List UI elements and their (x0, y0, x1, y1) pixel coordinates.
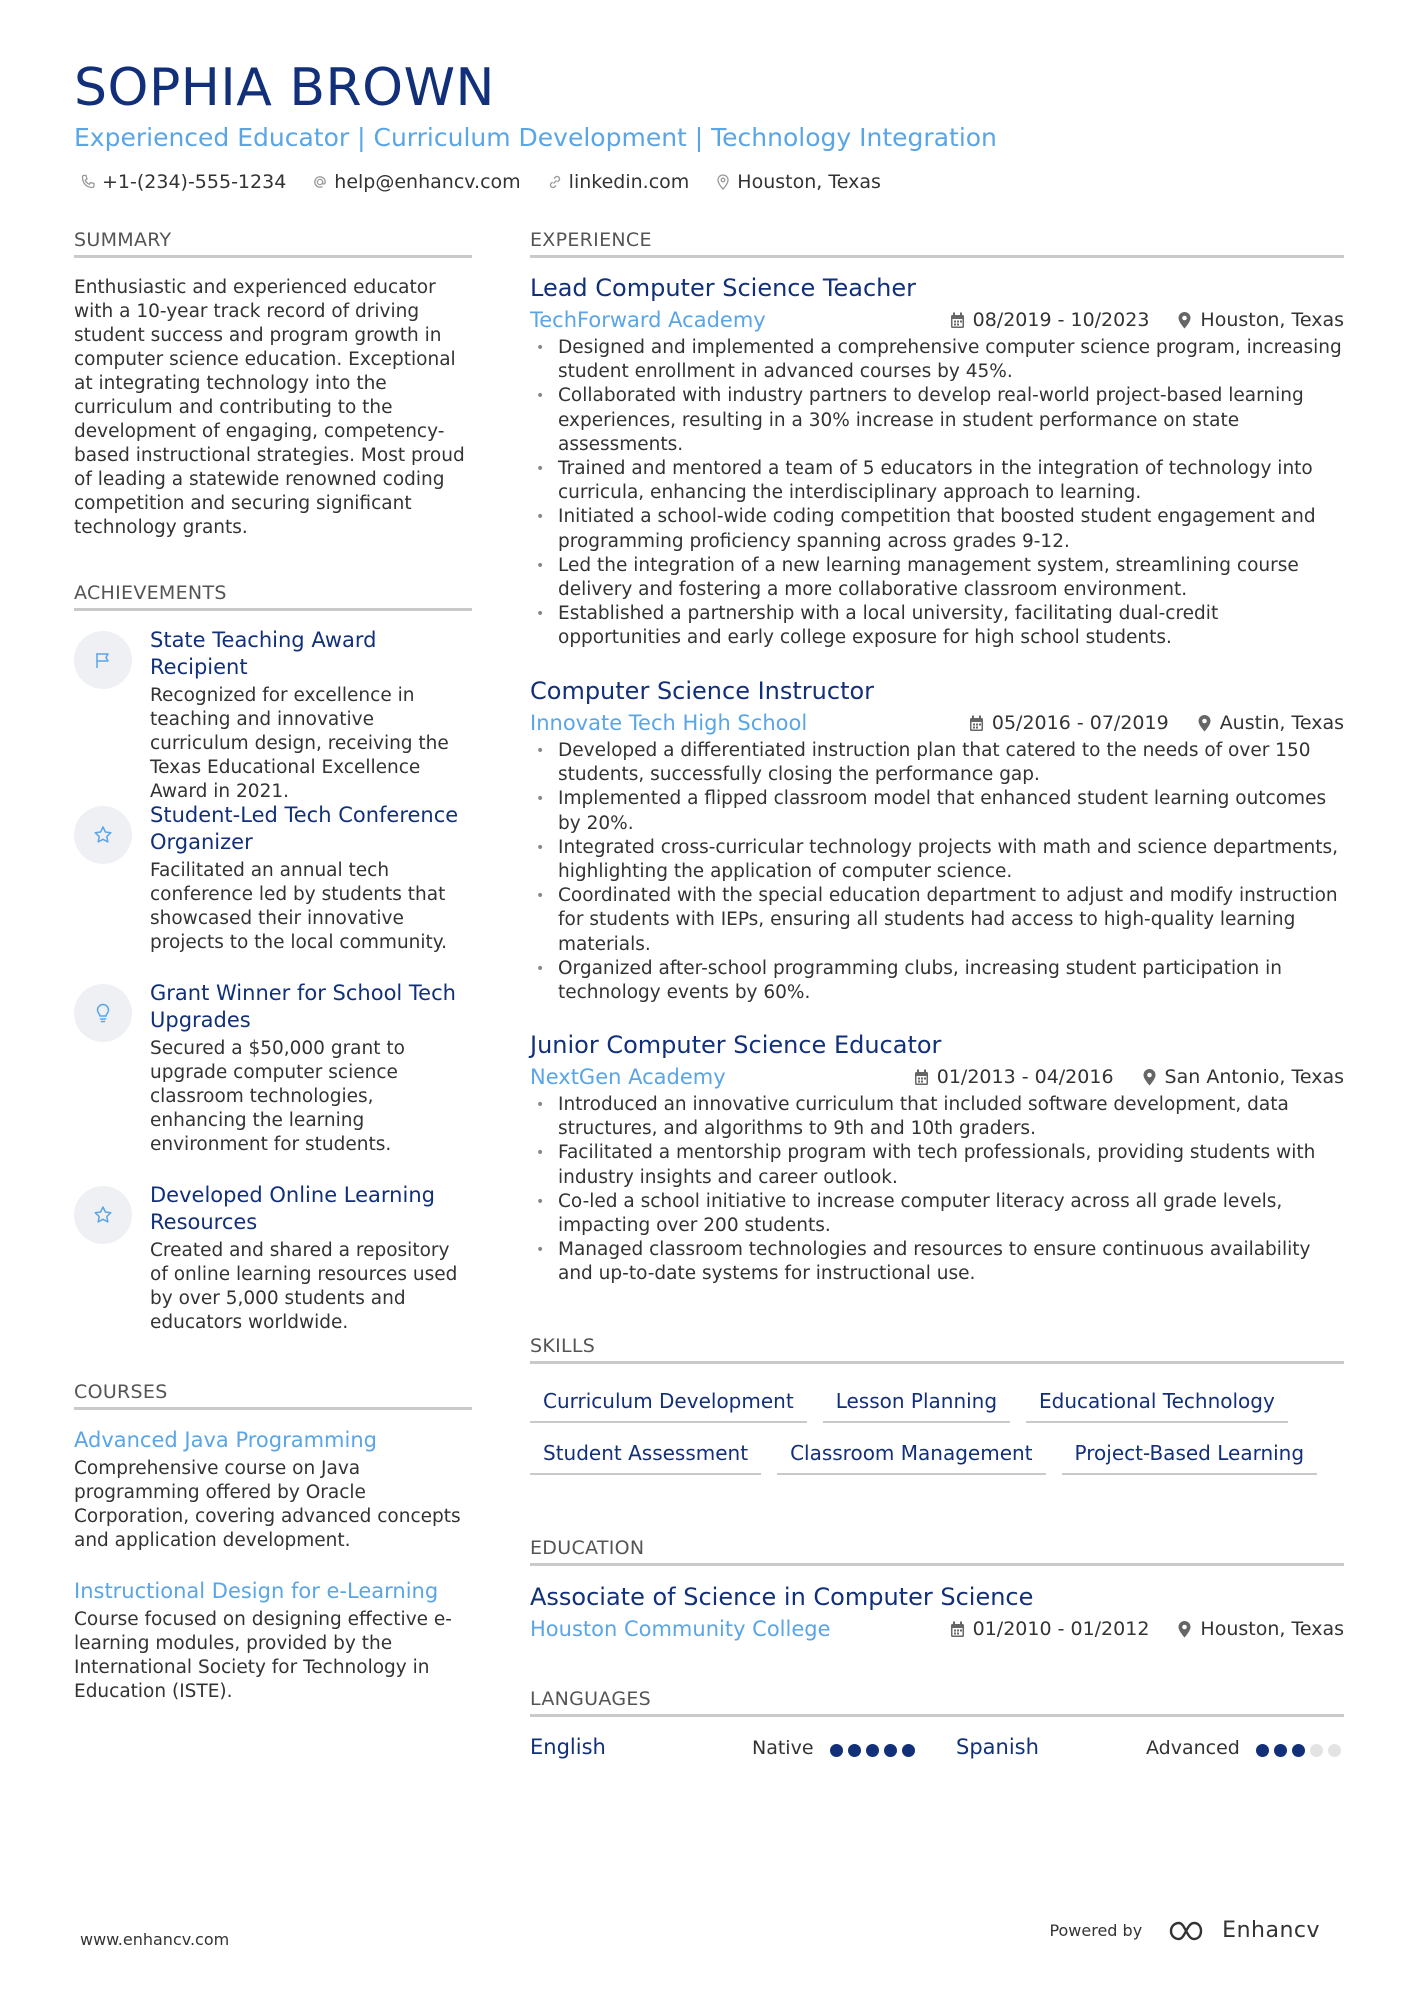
summary-text: Enthusiastic and experienced educator with a 10-year track record of driving student success and program growth in computer science education. Exceptional at integrating technology into the curriculum and contributing to the development of engaging, competency-based instructional strategies. Most proud of leading a statewide renowned coding competition and securing significant technology grants. (74, 277, 465, 538)
lightbulb-icon (92, 1002, 114, 1024)
job-bullet: • Facilitated a mentorship program with tech professionals, providing students with industry insights and career outlook. (530, 1141, 1344, 1189)
skill-tag: Curriculum Development (530, 1389, 807, 1423)
job-bullet: • Organized after-school programming clubs, increasing student participation in technology events by 60%. (530, 957, 1344, 1005)
skill-tag: Classroom Management (777, 1441, 1045, 1475)
achievement-icon-badge (74, 631, 132, 689)
job-bullet: • Led the integration of a new learning management system, streamlining course delivery and fostering a more collaborative classroom environment. (530, 554, 1344, 602)
job-title: Computer Science Instructor (530, 677, 875, 705)
achievement-title: State Teaching Award Recipient (150, 628, 377, 679)
rating-dot-filled (848, 1744, 861, 1757)
course-item (74, 1427, 472, 1553)
job-bullet: • Initiated a school-wide coding competition that boosted student engagement and programming proficiency spanning across grades 9-12. (530, 505, 1344, 553)
education-heading: EDUCATION (530, 1537, 1344, 1566)
achievement-icon-badge (74, 984, 132, 1042)
degree-title: Associate of Science in Computer Science (530, 1583, 1034, 1611)
contact-email[interactable] (312, 171, 520, 193)
rating-dot-filled (866, 1744, 879, 1757)
calendar-icon (969, 715, 984, 732)
language-level: Advanced (1146, 1737, 1240, 1759)
job-bullet: • Established a partnership with a local university, facilitating dual-credit opportunities and early college exposure for high school students. (530, 602, 1344, 650)
skills-heading: SKILLS (530, 1335, 1344, 1364)
job-location: Houston, Texas (1200, 309, 1344, 331)
powered-by-text: Powered by (1049, 1921, 1143, 1940)
location-text: Houston, Texas (737, 171, 881, 193)
rating-dot-filled (1274, 1744, 1287, 1757)
achievement-item (74, 980, 474, 1157)
achievement-item (74, 1182, 474, 1335)
job-bullets (530, 739, 1344, 1005)
education-entry (530, 1582, 1344, 1641)
location-pin-icon (1197, 715, 1212, 732)
language-name: English (530, 1735, 606, 1759)
rating-dot-filled (902, 1744, 915, 1757)
summary-heading: SUMMARY (74, 229, 472, 258)
contact-phone[interactable] (80, 171, 286, 193)
job-location: Austin, Texas (1219, 712, 1344, 734)
job-bullets (530, 1093, 1344, 1287)
school-name: Houston Community College (530, 1617, 831, 1641)
job-entry (530, 1030, 1344, 1287)
link-icon (547, 174, 563, 190)
skills-row (530, 1441, 1344, 1475)
job-bullet: • Introduced an innovative curriculum that included software development, data structures, and algorithms to 9th and 10th graders. (530, 1093, 1344, 1141)
job-entry (530, 273, 1344, 651)
language-rating (1256, 1744, 1346, 1757)
course-item (74, 1578, 472, 1704)
job-title: Junior Computer Science Educator (530, 1031, 942, 1059)
job-entry (530, 676, 1344, 1005)
star-icon (92, 1204, 114, 1226)
job-dates: 08/2019 - 10/2023 (972, 309, 1150, 331)
calendar-icon (950, 1621, 965, 1638)
course-title: Instructional Design for e-Learning (74, 1579, 439, 1603)
skill-tag: Lesson Planning (823, 1389, 1010, 1423)
enhancv-logo-icon (1168, 1919, 1214, 1943)
course-desc: Course focused on designing effective e-learning modules, provided by the International Society for Technology in Education (ISTE). (74, 1609, 452, 1702)
flag-icon (92, 649, 114, 671)
job-bullet: • Implemented a flipped classroom model that enhanced student learning outcomes by 20%. (530, 787, 1344, 835)
candidate-name: SOPHIA BROWN (74, 58, 495, 118)
phone-text: +1-(234)-555-1234 (102, 171, 287, 193)
achievement-icon-badge (74, 806, 132, 864)
job-bullet: • Trained and mentored a team of 5 educators in the integration of technology into curricula, enhancing the interdisciplinary approach to learning. (530, 457, 1344, 505)
contact-bar (80, 171, 907, 193)
footer-website[interactable]: www.enhancv.com (80, 1930, 230, 1949)
achievement-desc: Facilitated an annual tech conference led by students that showcased their innovative projects to the local community. (150, 860, 447, 953)
languages-heading: LANGUAGES (530, 1688, 1344, 1717)
job-bullet: • Managed classroom technologies and resources to ensure continuous availability and up-to-date systems for instructional use. (530, 1238, 1344, 1286)
skill-tag: Project-Based Learning (1062, 1441, 1318, 1475)
experience-heading: EXPERIENCE (530, 229, 1344, 258)
achievement-title: Developed Online Learning Resources (150, 1183, 435, 1234)
job-bullet: • Designed and implemented a comprehensive computer science program, increasing student enrollment in advanced courses by 45%. (530, 336, 1344, 384)
achievement-title: Grant Winner for School Tech Upgrades (150, 981, 456, 1032)
language-level: Native (752, 1737, 814, 1759)
achievement-item (74, 802, 474, 955)
at-icon (312, 174, 328, 190)
job-meta (969, 712, 1344, 734)
map-pin-icon (715, 174, 731, 190)
phone-icon (80, 174, 96, 190)
job-bullet: • Collaborated with industry partners to develop real-world project-based learning experiences, resulting in a 30% increase in student performance on state assessments. (530, 384, 1344, 457)
achievement-title: Student-Led Tech Conference Organizer (150, 803, 459, 854)
location-pin-icon (1142, 1069, 1157, 1086)
calendar-icon (950, 312, 965, 329)
job-bullets (530, 336, 1344, 651)
education-location: Houston, Texas (1200, 1618, 1344, 1640)
location-pin-icon (1177, 312, 1192, 329)
rating-dot-empty (1310, 1744, 1323, 1757)
achievement-desc: Recognized for excellence in teaching and innovative curriculum design, receiving the Texas Educational Excellence Award in 2021. (150, 685, 449, 802)
location-pin-icon (1177, 1621, 1192, 1638)
job-bullet: • Developed a differentiated instruction plan that catered to the needs of over 150 students, successfully closing the performance gap. (530, 739, 1344, 787)
calendar-icon (914, 1069, 929, 1086)
language-rating (830, 1744, 920, 1757)
brand-name: Enhancv (1222, 1918, 1320, 1943)
linkedin-text: linkedin.com (568, 171, 690, 193)
footer-branding (1049, 1918, 1320, 1943)
skill-tag: Educational Technology (1026, 1389, 1288, 1423)
education-meta (950, 1618, 1344, 1640)
job-location: San Antonio, Texas (1164, 1066, 1344, 1088)
candidate-tagline: Experienced Educator | Curriculum Development | Technology Integration (74, 123, 997, 152)
contact-linkedin[interactable] (547, 171, 690, 193)
achievement-desc: Created and shared a repository of online learning resources used by over 5,000 students and educators worldwide. (150, 1240, 458, 1333)
job-title: Lead Computer Science Teacher (530, 274, 916, 302)
rating-dot-filled (1292, 1744, 1305, 1757)
skills-list (530, 1389, 1344, 1475)
languages-list (530, 1735, 1344, 1767)
company-name: Innovate Tech High School (530, 711, 808, 735)
rating-dot-empty (1328, 1744, 1341, 1757)
job-dates: 01/2013 - 04/2016 (936, 1066, 1114, 1088)
company-name: TechForward Academy (530, 308, 766, 332)
course-desc: Comprehensive course on Java programming offered by Oracle Corporation, covering advanced concepts and application development. (74, 1458, 461, 1551)
rating-dot-filled (1256, 1744, 1269, 1757)
skills-row (530, 1389, 1344, 1423)
achievement-desc: Secured a $50,000 grant to upgrade computer science classroom technologies, enhancing the learning environment for students. (150, 1038, 405, 1155)
course-title: Advanced Java Programming (74, 1428, 377, 1452)
job-meta (914, 1066, 1344, 1088)
job-meta (950, 309, 1344, 331)
contact-location (715, 171, 881, 193)
language-name: Spanish (956, 1735, 1039, 1759)
company-name: NextGen Academy (530, 1065, 726, 1089)
job-bullet: • Integrated cross-curricular technology projects with math and science departments, highlighting the application of computer science. (530, 836, 1344, 884)
skill-tag: Student Assessment (530, 1441, 761, 1475)
job-bullet: • Coordinated with the special education department to adjust and modify instruction for students with IEPs, ensuring all students had access to high-quality learning materials. (530, 884, 1344, 957)
achievement-icon-badge (74, 1186, 132, 1244)
star-icon (92, 824, 114, 846)
email-text: help@enhancv.com (334, 171, 521, 193)
education-dates: 01/2010 - 01/2012 (972, 1618, 1150, 1640)
job-dates: 05/2016 - 07/2019 (991, 712, 1169, 734)
rating-dot-filled (884, 1744, 897, 1757)
rating-dot-filled (830, 1744, 843, 1757)
achievements-heading: ACHIEVEMENTS (74, 582, 472, 611)
job-bullet: • Co-led a school initiative to increase computer literacy across all grade levels, impacting over 200 students. (530, 1190, 1344, 1238)
courses-heading: COURSES (74, 1381, 472, 1410)
achievement-item (74, 627, 474, 804)
